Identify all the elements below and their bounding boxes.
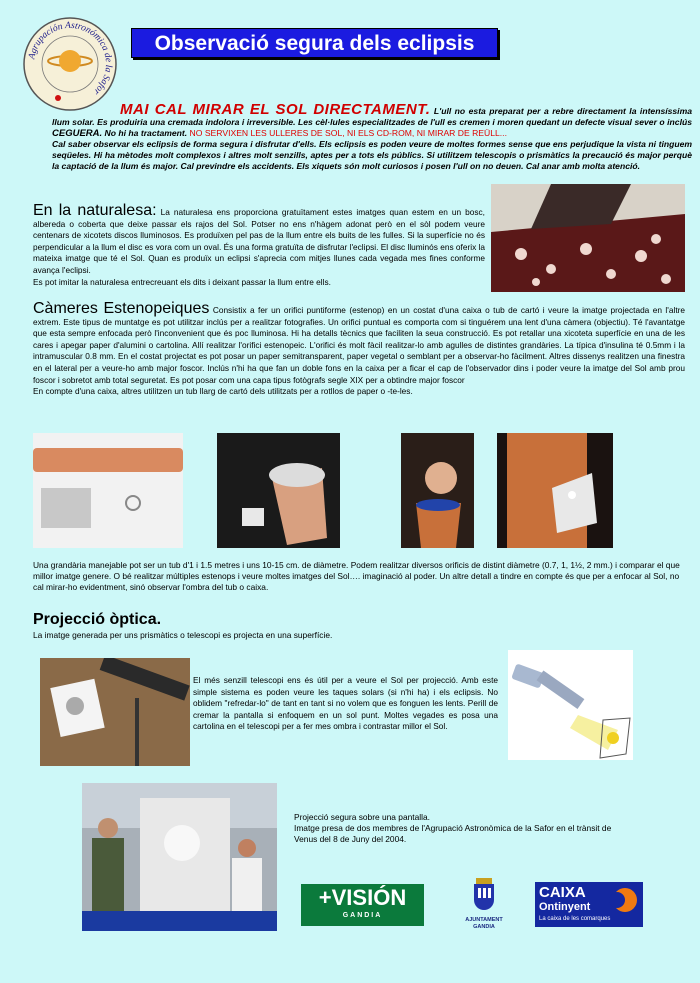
screen-caption — [294, 812, 624, 845]
caixa-sub: Ontinyent — [539, 901, 591, 913]
cameras-heading: Càmeres Estenopeiques — [33, 300, 210, 317]
nature-floor-photo — [491, 184, 685, 292]
intro-headline: MAI CAL MIRAR EL SOL DIRECTAMENT. — [120, 101, 431, 118]
tube-materials-photo — [33, 433, 183, 548]
logo-ring-text: Agrupación Astronómica de la Safor — [27, 20, 114, 97]
tube-window-photo — [497, 433, 613, 548]
cameras-text-2: En compte d'una caixa, altres utilitzen un tub llarg de cartó dels utilitzats per a rotllos de paper o -te-les. — [33, 386, 413, 397]
vision-gandia-logo — [301, 884, 424, 926]
projection-text: El més senzill telescopi ens és útil per a veure el Sol per projecció. Amb este simple sistema es poden veure les taques solars (si n'hi ha) i els eclipsis. No oblidem "refredar-lo" de tant en tant si no volem que es fonguen les lents. Perill de cremar la pantalla si enfoquem en un sol punt. Moltes vegades es posa una cartolina en el telescopi per a fer mes ombra i contrastar millor el Sol. — [193, 675, 498, 732]
vision-main: +VISIÓN — [318, 885, 407, 910]
nature-heading: En la naturalesa: — [33, 202, 157, 219]
cameras-section — [33, 300, 686, 398]
intro-ceguera: CEGUERA. — [52, 128, 103, 139]
nature-text-2: Es pot imitar la naturalesa entrecreuant els dits i deixant passar la llum entre ells. — [33, 276, 331, 287]
projection-diagram — [508, 650, 633, 760]
nature-text: La naturalesa ens proporciona gratuïtament estes imatges quan estem en un bosc, albereda o coberta que deixe passar els rajos del Sol. Potser no ens n'hàgem adonat però en el sòl podem veure centenars de xicotets discos lluminosos. Es produïxen pel pas de la llum entre els buits de les fulles. Si la superfície no és perpendicular a la llum el disc es vora com un oval. És una forma gratuïta de disfrutar l'eclipsi. El disc lluminós ens oferix la mateixa imatge que té el Sol. Quan es produïx un eclipsi s'aprecia com mitjes llunes cada vegada mes fines conforme avança l'eclipsi. — [33, 207, 485, 275]
ajuntament-crest-icon — [471, 876, 497, 912]
intro-text-2: Cal saber observar els eclipsis de forma segura i disfrutar d'ells. Els eclipsis es poden veure de moltes formes sense que ens perjudique la vista ni tinguem seqüeles. Hi ha mètodes molt complexos i altres molt senzills, aptes per a tots els públics. Si utilitzem telescopis o prismàtics la precaució és major perquè la captació de la llum és major. Cal previndre els accidents. Els xiquets són molt curiosos i posen l'ull on no deuen. Cal anar amb molta atenció. — [52, 139, 692, 171]
tube-pinhole-photo — [401, 433, 474, 548]
ajuntament-line-2: GANDIA — [473, 924, 495, 930]
screen-caption-1: Projecció segura sobre una pantalla. — [294, 812, 430, 822]
telescope-projection-photo — [40, 658, 190, 766]
intro-block — [52, 101, 692, 172]
projection-subtitle: La imatge generada per uns prismàtics o telescopi es projecta en una superfície. — [33, 630, 333, 640]
projection-heading: Projecció òptica. — [33, 611, 162, 628]
page-title: Observació segura dels eclipsis — [131, 28, 498, 58]
intro-warning: NO SERVIXEN LES ULLERES DE SOL, NI ELS CD-ROM, NI MIRAR DE REÜLL... — [189, 128, 507, 138]
ajuntament-line-1: AJUNTAMENT — [465, 917, 503, 923]
cameras-text: Consistix a fer un orifici puntiforme (estenop) en un costat d'una caixa o tub de cartó i veure la imatge projectada en l'altre extrem. Este tipus de muntatge es pot utilitzar inclús per a realitzar fotografies. Un orifici puntual es comporta com si tinguérem una lent d'una càmera (objectiu). Té l'avantatge que esta sempre enfocada però l'inconvenient que és poc lluminosa. Hi ha detalls tècnics que faciliten la seua construcció. Es pot retallar una xicoteta superfície en una de les cares i apegar paper d'alumini o cartolina. Allí realitzar l'orifici estenopeic. L'orifici és molt fàcil realitzar-lo amb agulles de distintes grandàries. La típica d'insulina té 0.5mm i la intramuscular 0.8 mm. En el costat projectat es pot posar un paper semitransparent, paper vegetal o semblant per a observar-ho fàcilment. Altres dissenys realitzen una finestra en el lateral per a veure-ho amb major foscor. Inclús n'hi ha que fan un doble fons en la caixa per a ficar el cap de l'observador dins i poder veure la imatge del Sol amb prou foscor i sobretot amb total seguretat. Es pot posar com una capa tipus fotògrafs segle XIX per a obtindre major foscor — [33, 305, 686, 385]
intro-text-1-end: No hi ha tractament. — [102, 128, 190, 138]
nature-section — [33, 202, 485, 288]
vision-sub: GANDIA — [342, 912, 383, 919]
cameras-caption: Una grandària manejable pot ser un tub d'1 i 1.5 metres i uns 10-15 cm. de diàmetre. Podem realitzar diversos orificis de distint diàmetre (0.7, 1, 1½, 2 mm.) i comparar el que millor imatge genere. O bé realitzar múltiples estenops i veure moltes imatges del Sol…. imaginació al poder. Un altre detall a tindre en compte és que per a enfocar al Sol, no cal mirar-ho evidentment, sinó observar l'ombra del tub o caixa. — [33, 560, 680, 592]
intro-text-1: L'ull no esta preparat per a rebre directament la intensíssima llum solar. Es produiria una cremada indolora i irreversible. Les cèl·lules especialitzades de l'ull es cremen i moren quedant un defecte visual sever o inclús — [52, 106, 692, 127]
caixa-ontinyent-logo — [535, 882, 643, 927]
caixa-emblem-icon — [607, 887, 637, 913]
tube-foil-photo — [217, 433, 340, 548]
caixa-tag: La caixa de les comarques — [539, 916, 611, 922]
screen-projection-photo — [82, 783, 277, 931]
association-logo — [22, 16, 118, 112]
screen-caption-2: Imatge presa de dos membres de l'Agrupació Astronòmica de la Safor en el trànsit de Venus del 8 de Juny del 2004. — [294, 823, 612, 844]
ajuntament-gandia-logo — [458, 876, 510, 936]
caixa-main: CAIXA — [539, 884, 586, 901]
